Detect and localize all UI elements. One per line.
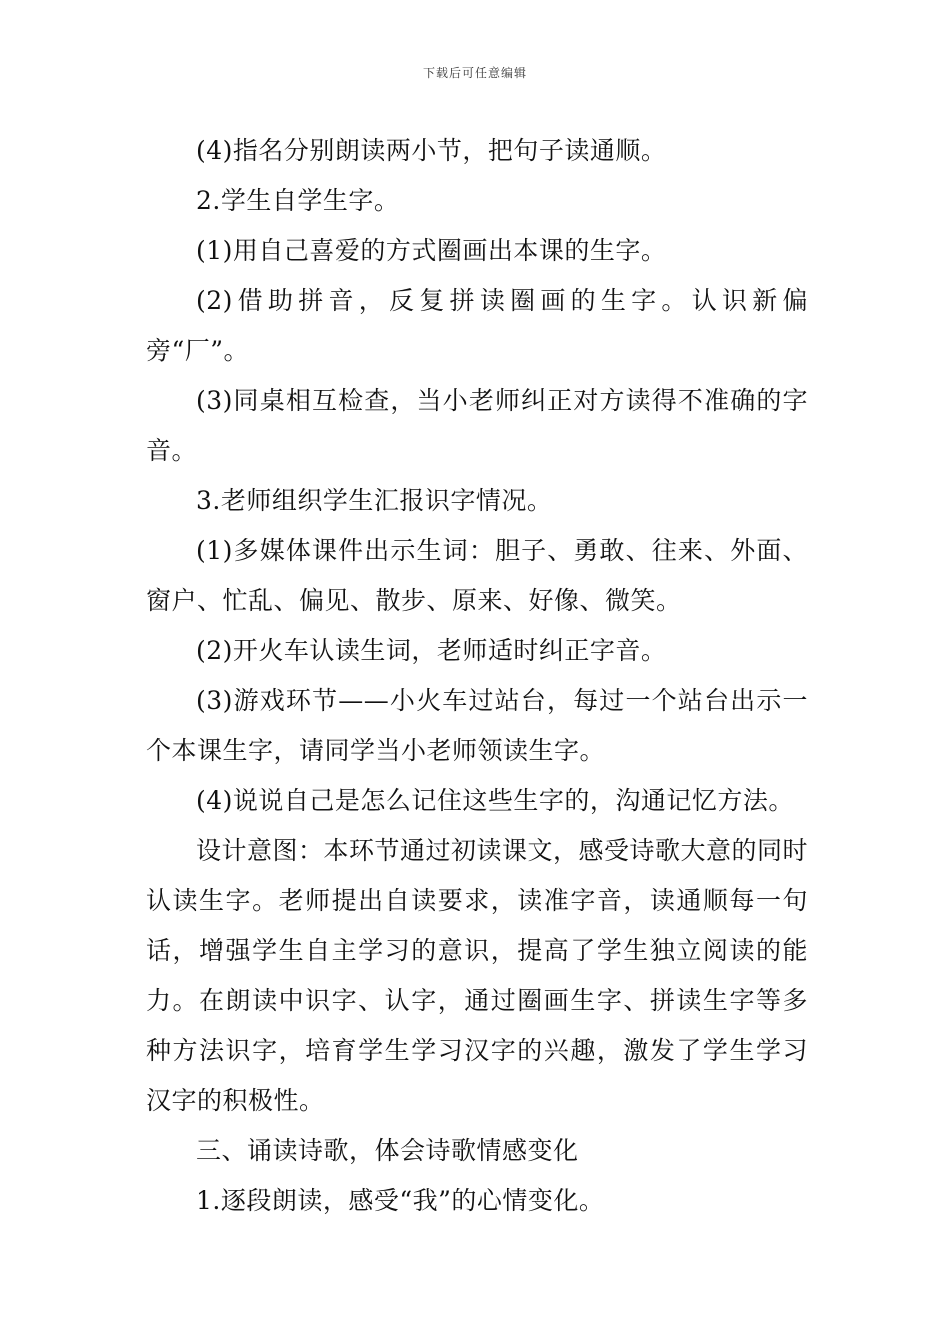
paragraph-train-game: (3)游戏环节——小火车过站台，每过一个站台出示一个本课生字，请同学当小老师领读生字。	[146, 686, 808, 765]
paragraph-peer-check: (3)同桌相互检查，当小老师纠正对方读得不准确的字音。	[146, 386, 808, 465]
paragraph-train-reading: (2)开火车认读生词，老师适时纠正字音。	[196, 636, 667, 665]
paragraph-memory-methods: (4)说说自己是怎么记住这些生字的，沟通记忆方法。	[196, 786, 794, 815]
paragraph-pinyin-radical: (2)借助拼音，反复拼读圈画的生字。认识新偏旁“厂”。	[146, 286, 808, 365]
paragraph-report-heading: 3.老师组织学生汇报识字情况。	[196, 486, 553, 515]
paragraph-read-by-section: 1.逐段朗读，感受“我”的心情变化。	[196, 1186, 605, 1215]
paragraph-design-intent: 设计意图：本环节通过初读课文，感受诗歌大意的同时认读生字。老师提出自读要求，读准字音，读通顺每一句话，增强学生自主学习的意识，提高了学生独立阅读的能力。在朗读中识字、认字，通过圈画生字、拼读生字等多种方法识字，培育学生学习汉字的兴趣，激发了学生学习汉字的积极性。	[146, 836, 809, 1115]
paragraph-vocabulary-list: (1)多媒体课件出示生词：胆子、勇敢、往来、外面、窗户、忙乱、偏见、散步、原来、好像、微笑。	[146, 536, 808, 615]
section-heading-recite-poem: 三、诵读诗歌，体会诗歌情感变化	[196, 1136, 579, 1165]
page-header-note: 下载后可任意编辑	[422, 66, 527, 80]
paragraph-read-aloud: (4)指名分别朗读两小节，把句子读通顺。	[196, 136, 667, 165]
paragraph-self-study-heading: 2.学生自学生字。	[196, 186, 400, 215]
paragraph-circle-characters: (1)用自己喜爱的方式圈画出本课的生字。	[196, 236, 667, 265]
document-body	[146, 126, 808, 1226]
